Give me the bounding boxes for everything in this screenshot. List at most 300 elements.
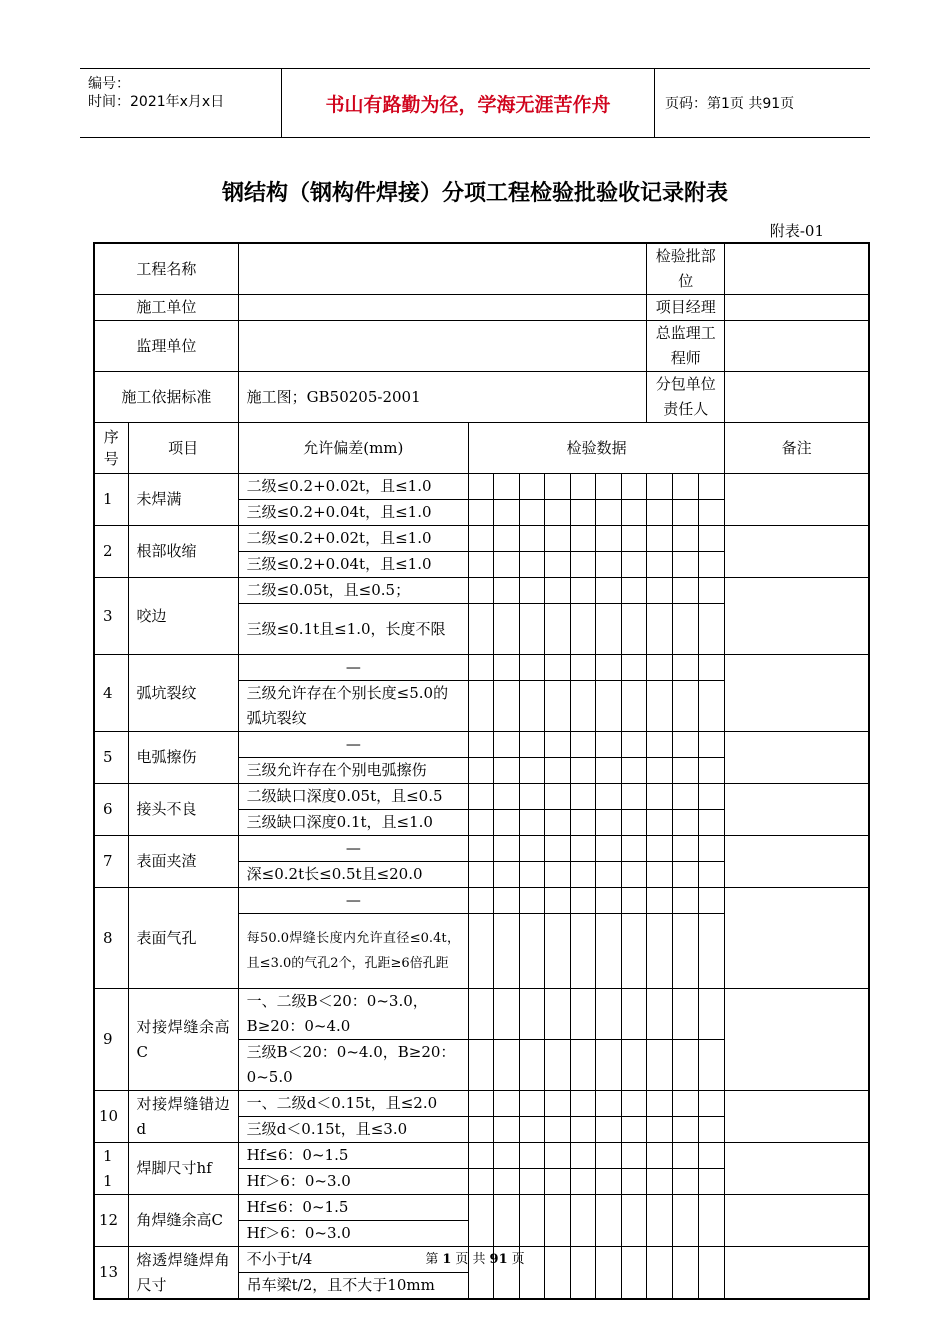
data-cell (673, 862, 699, 888)
data-cell (673, 604, 699, 655)
data-cell (647, 474, 673, 500)
data-cell (571, 655, 596, 681)
data-cell (545, 1143, 571, 1169)
data-cell (647, 784, 673, 810)
data-cell (699, 914, 725, 989)
data-cell (699, 681, 725, 732)
data-cell (622, 1169, 647, 1195)
data-cell (699, 1143, 725, 1169)
page-header (80, 68, 870, 138)
data-cell (493, 1195, 519, 1247)
data-cell (596, 604, 622, 655)
data-cell (468, 914, 493, 989)
data-cell (493, 914, 519, 989)
remark-cell (725, 836, 869, 888)
remark-cell (725, 732, 869, 784)
data-cell (699, 862, 725, 888)
item-row (94, 655, 869, 681)
remark-cell (725, 474, 869, 526)
data-cell (571, 1117, 596, 1143)
data-cell (520, 862, 545, 888)
tolerance-text: 吊车梁t/2，且不大于10mm (238, 1273, 468, 1300)
info-value: 施工图；GB50205-2001 (238, 372, 647, 423)
data-cell (699, 655, 725, 681)
item-number: 9 (94, 989, 128, 1091)
data-cell (520, 836, 545, 862)
data-cell (622, 681, 647, 732)
remark-cell (725, 1091, 869, 1143)
data-cell (622, 862, 647, 888)
data-cell (545, 1091, 571, 1117)
footer-pre: 第 (425, 1252, 439, 1267)
data-cell (493, 888, 519, 914)
data-cell (622, 758, 647, 784)
item-row (94, 1195, 869, 1221)
data-cell (468, 1143, 493, 1169)
data-cell (622, 1143, 647, 1169)
data-cell (596, 500, 622, 526)
data-cell (493, 474, 519, 500)
data-cell (520, 526, 545, 552)
item-row (94, 1143, 869, 1169)
data-cell (520, 500, 545, 526)
data-cell (647, 1040, 673, 1091)
tolerance-text: 不小于t/4 (238, 1247, 468, 1273)
annex-number: 附表-01 (769, 222, 824, 240)
item-number: 3 (94, 578, 128, 655)
data-cell (673, 655, 699, 681)
item-name: 熔透焊缝焊角尺寸 (128, 1247, 238, 1300)
data-cell (596, 655, 622, 681)
data-cell (545, 681, 571, 732)
item-row (94, 888, 869, 914)
item-name: 咬边 (128, 578, 238, 655)
data-cell (596, 862, 622, 888)
data-cell (493, 1040, 519, 1091)
item-name: 表面夹渣 (128, 836, 238, 888)
data-cell (673, 732, 699, 758)
item-name: 表面气孔 (128, 888, 238, 989)
data-cell (622, 1091, 647, 1117)
item-row (94, 1091, 869, 1117)
tolerance-text: 三级B＜20：0~4.0，B≥20：0~5.0 (238, 1040, 468, 1091)
item-number: 12 (94, 1195, 128, 1247)
data-cell (493, 862, 519, 888)
data-cell (596, 836, 622, 862)
remark-cell (725, 1143, 869, 1195)
info-label: 施工依据标准 (94, 372, 238, 423)
item-number: 4 (94, 655, 128, 732)
data-cell (673, 474, 699, 500)
tolerance-text: 二级≤0.05t，且≤0.5； (238, 578, 468, 604)
info-value (238, 321, 647, 372)
data-cell (493, 578, 519, 604)
item-number: 10 (94, 1091, 128, 1143)
data-cell (520, 681, 545, 732)
inspection-record-table (93, 242, 870, 1300)
data-cell (647, 1143, 673, 1169)
data-cell (545, 655, 571, 681)
data-cell (699, 604, 725, 655)
data-cell (545, 836, 571, 862)
data-cell (493, 604, 519, 655)
data-cell (622, 989, 647, 1040)
item-name: 接头不良 (128, 784, 238, 836)
data-cell (673, 758, 699, 784)
data-cell (647, 758, 673, 784)
item-name: 根部收缩 (128, 526, 238, 578)
data-cell (468, 810, 493, 836)
data-cell (596, 578, 622, 604)
data-cell (520, 784, 545, 810)
data-cell (468, 1091, 493, 1117)
data-cell (493, 758, 519, 784)
data-cell (596, 758, 622, 784)
data-cell (571, 578, 596, 604)
data-cell (596, 526, 622, 552)
footer-page-number: 1 (442, 1252, 452, 1267)
item-name: 未焊满 (128, 474, 238, 526)
data-cell (647, 1091, 673, 1117)
tolerance-text: — (238, 888, 468, 914)
doc-time-label: 时间：2021年x月x日 (88, 94, 225, 110)
data-cell (493, 1169, 519, 1195)
data-cell (622, 888, 647, 914)
data-cell (468, 500, 493, 526)
data-cell (622, 526, 647, 552)
item-row (94, 836, 869, 862)
tolerance-text: 二级缺口深度0.05t，且≤0.5 (238, 784, 468, 810)
data-cell (622, 914, 647, 989)
data-cell (571, 836, 596, 862)
data-cell (468, 681, 493, 732)
data-cell (673, 526, 699, 552)
data-cell (545, 604, 571, 655)
data-cell (622, 578, 647, 604)
data-cell (468, 888, 493, 914)
data-cell (545, 1169, 571, 1195)
item-number: 13 (94, 1247, 128, 1300)
data-cell (468, 862, 493, 888)
data-cell (673, 1143, 699, 1169)
item-row (94, 784, 869, 810)
data-cell (596, 1091, 622, 1117)
remark-cell (725, 989, 869, 1091)
data-cell (493, 500, 519, 526)
data-cell (571, 552, 596, 578)
data-cell (673, 888, 699, 914)
data-cell (493, 526, 519, 552)
tolerance-text: 二级≤0.2+0.02t，且≤1.0 (238, 526, 468, 552)
item-number: 6 (94, 784, 128, 836)
data-cell (520, 1143, 545, 1169)
data-cell (520, 989, 545, 1040)
info-value (238, 243, 647, 295)
data-cell (520, 1117, 545, 1143)
data-cell (622, 784, 647, 810)
data-cell (699, 1117, 725, 1143)
data-cell (571, 500, 596, 526)
data-cell (699, 578, 725, 604)
data-cell (571, 474, 596, 500)
data-cell (545, 1040, 571, 1091)
info-row (94, 295, 869, 321)
data-cell (468, 526, 493, 552)
data-cell (622, 604, 647, 655)
data-cell (545, 1117, 571, 1143)
data-cell (571, 1195, 596, 1247)
tolerance-text: — (238, 655, 468, 681)
data-cell (468, 1040, 493, 1091)
data-cell (493, 1117, 519, 1143)
data-cell (468, 732, 493, 758)
data-cell (647, 526, 673, 552)
tolerance-text: 三级允许存在个别电弧擦伤 (238, 758, 468, 784)
data-cell (647, 810, 673, 836)
data-cell (673, 784, 699, 810)
data-cell (520, 604, 545, 655)
data-cell (493, 681, 519, 732)
remark-cell (725, 888, 869, 989)
data-cell (520, 1169, 545, 1195)
data-cell (545, 810, 571, 836)
data-cell (571, 888, 596, 914)
data-cell (699, 474, 725, 500)
data-cell (699, 1040, 725, 1091)
column-header-data: 检验数据 (468, 423, 724, 474)
data-cell (596, 1117, 622, 1143)
item-row (94, 526, 869, 552)
data-cell (545, 500, 571, 526)
data-cell (699, 1169, 725, 1195)
data-cell (647, 1117, 673, 1143)
document-title: 钢结构（钢构件焊接）分项工程检验批验收记录附表 (221, 181, 728, 206)
data-cell (520, 474, 545, 500)
data-cell (647, 655, 673, 681)
data-cell (647, 732, 673, 758)
data-cell (596, 552, 622, 578)
item-name: 弧坑裂纹 (128, 655, 238, 732)
data-cell (647, 500, 673, 526)
data-cell (596, 914, 622, 989)
data-cell (596, 1195, 622, 1247)
data-cell (468, 1117, 493, 1143)
data-cell (493, 1143, 519, 1169)
tolerance-text: Hf≤6：0~1.5 (238, 1195, 468, 1221)
data-cell (596, 1040, 622, 1091)
info-label-secondary: 分包单位责任人 (647, 372, 725, 423)
data-cell (622, 810, 647, 836)
data-cell (647, 914, 673, 989)
data-cell (571, 862, 596, 888)
data-cell (520, 888, 545, 914)
data-cell (622, 552, 647, 578)
data-cell (493, 552, 519, 578)
data-cell (622, 1195, 647, 1247)
tolerance-text: 三级≤0.2+0.04t，且≤1.0 (238, 552, 468, 578)
tolerance-text: 三级≤0.2+0.04t，且≤1.0 (238, 500, 468, 526)
data-cell (545, 474, 571, 500)
data-cell (673, 1040, 699, 1091)
data-cell (493, 989, 519, 1040)
data-cell (673, 500, 699, 526)
header-page-info: 页码：第1页 共91页 (665, 96, 795, 112)
doc-number-label: 编号： (88, 76, 130, 92)
data-cell (520, 578, 545, 604)
tolerance-text: 每50.0焊缝长度内允许直径≤0.4t，且≤3.0的气孔2个，孔距≥6倍孔距 (238, 914, 468, 989)
data-cell (545, 989, 571, 1040)
data-cell (647, 836, 673, 862)
tolerance-text: Hf＞6：0~3.0 (238, 1221, 468, 1247)
footer-mid: 页 共 (455, 1252, 486, 1267)
item-row (94, 474, 869, 500)
tolerance-text: — (238, 732, 468, 758)
data-cell (520, 810, 545, 836)
data-cell (647, 604, 673, 655)
data-cell (622, 1040, 647, 1091)
data-cell (699, 526, 725, 552)
item-number: 11 (94, 1143, 128, 1195)
data-cell (493, 810, 519, 836)
footer-total-pages: 91 (489, 1252, 508, 1267)
column-header-row (94, 423, 869, 474)
info-value-secondary (725, 321, 869, 372)
data-cell (699, 1091, 725, 1117)
item-number: 2 (94, 526, 128, 578)
data-cell (493, 784, 519, 810)
tolerance-text: Hf≤6：0~1.5 (238, 1143, 468, 1169)
remark-cell (725, 784, 869, 836)
data-cell (571, 758, 596, 784)
data-cell (622, 500, 647, 526)
data-cell (647, 1169, 673, 1195)
column-header-tolerance: 允许偏差(mm) (238, 423, 468, 474)
data-cell (699, 1195, 725, 1247)
data-cell (520, 1195, 545, 1247)
data-cell (647, 989, 673, 1040)
data-cell (596, 474, 622, 500)
data-cell (673, 552, 699, 578)
info-value (238, 295, 647, 321)
item-name: 电弧擦伤 (128, 732, 238, 784)
data-cell (647, 862, 673, 888)
data-cell (545, 552, 571, 578)
info-label-secondary: 项目经理 (647, 295, 725, 321)
data-cell (571, 1091, 596, 1117)
data-cell (699, 888, 725, 914)
data-cell (468, 836, 493, 862)
data-cell (545, 578, 571, 604)
data-cell (468, 989, 493, 1040)
data-cell (571, 732, 596, 758)
data-cell (699, 552, 725, 578)
data-cell (673, 1169, 699, 1195)
info-row (94, 243, 869, 295)
data-cell (545, 888, 571, 914)
tolerance-text: Hf＞6：0~3.0 (238, 1169, 468, 1195)
data-cell (596, 888, 622, 914)
data-cell (468, 758, 493, 784)
data-cell (545, 732, 571, 758)
item-row (94, 732, 869, 758)
data-cell (468, 578, 493, 604)
data-cell (673, 914, 699, 989)
tolerance-text: 一、二级d＜0.15t，且≤2.0 (238, 1091, 468, 1117)
data-cell (520, 552, 545, 578)
data-cell (468, 604, 493, 655)
data-cell (571, 810, 596, 836)
data-cell (571, 1169, 596, 1195)
data-cell (622, 474, 647, 500)
data-cell (571, 784, 596, 810)
info-label: 施工单位 (94, 295, 238, 321)
data-cell (493, 1091, 519, 1117)
info-value-secondary (725, 243, 869, 295)
footer-post: 页 (511, 1252, 525, 1267)
data-cell (520, 914, 545, 989)
data-cell (673, 836, 699, 862)
info-label-secondary: 总监理工程师 (647, 321, 725, 372)
data-cell (520, 1091, 545, 1117)
data-cell (596, 784, 622, 810)
data-cell (622, 655, 647, 681)
remark-cell (725, 655, 869, 732)
header-meta (80, 69, 282, 137)
data-cell (596, 681, 622, 732)
data-cell (545, 784, 571, 810)
data-cell (699, 836, 725, 862)
info-value-secondary (725, 372, 869, 423)
data-cell (545, 914, 571, 989)
data-cell (520, 655, 545, 681)
data-cell (468, 655, 493, 681)
data-cell (647, 1195, 673, 1247)
data-cell (622, 1117, 647, 1143)
info-label: 监理单位 (94, 321, 238, 372)
header-motto: 书山有路勤为径，学海无涯苦作舟 (282, 69, 655, 137)
data-cell (468, 1169, 493, 1195)
tolerance-text: 一、二级B＜20：0~3.0，B≥20：0~4.0 (238, 989, 468, 1040)
info-label-secondary: 检验批部位 (647, 243, 725, 295)
data-cell (571, 604, 596, 655)
column-header-remark: 备注 (725, 423, 869, 474)
info-row (94, 372, 869, 423)
item-name: 焊脚尺寸hf (128, 1143, 238, 1195)
item-row (94, 989, 869, 1040)
remark-cell (725, 578, 869, 655)
data-cell (468, 784, 493, 810)
data-cell (571, 1040, 596, 1091)
item-name: 角焊缝余高C (128, 1195, 238, 1247)
data-cell (673, 578, 699, 604)
tolerance-text: 三级d＜0.15t，且≤3.0 (238, 1117, 468, 1143)
data-cell (596, 1169, 622, 1195)
column-header-item: 项目 (128, 423, 238, 474)
data-cell (596, 810, 622, 836)
tolerance-text: 深≤0.2t长≤0.5t且≤20.0 (238, 862, 468, 888)
item-number: 8 (94, 888, 128, 989)
data-cell (673, 1091, 699, 1117)
info-row (94, 321, 869, 372)
data-cell (647, 681, 673, 732)
data-cell (673, 989, 699, 1040)
column-header-no: 序号 (94, 423, 128, 474)
data-cell (596, 732, 622, 758)
item-name: 对接焊缝余高C (128, 989, 238, 1091)
data-cell (520, 732, 545, 758)
data-cell (493, 732, 519, 758)
data-cell (596, 989, 622, 1040)
